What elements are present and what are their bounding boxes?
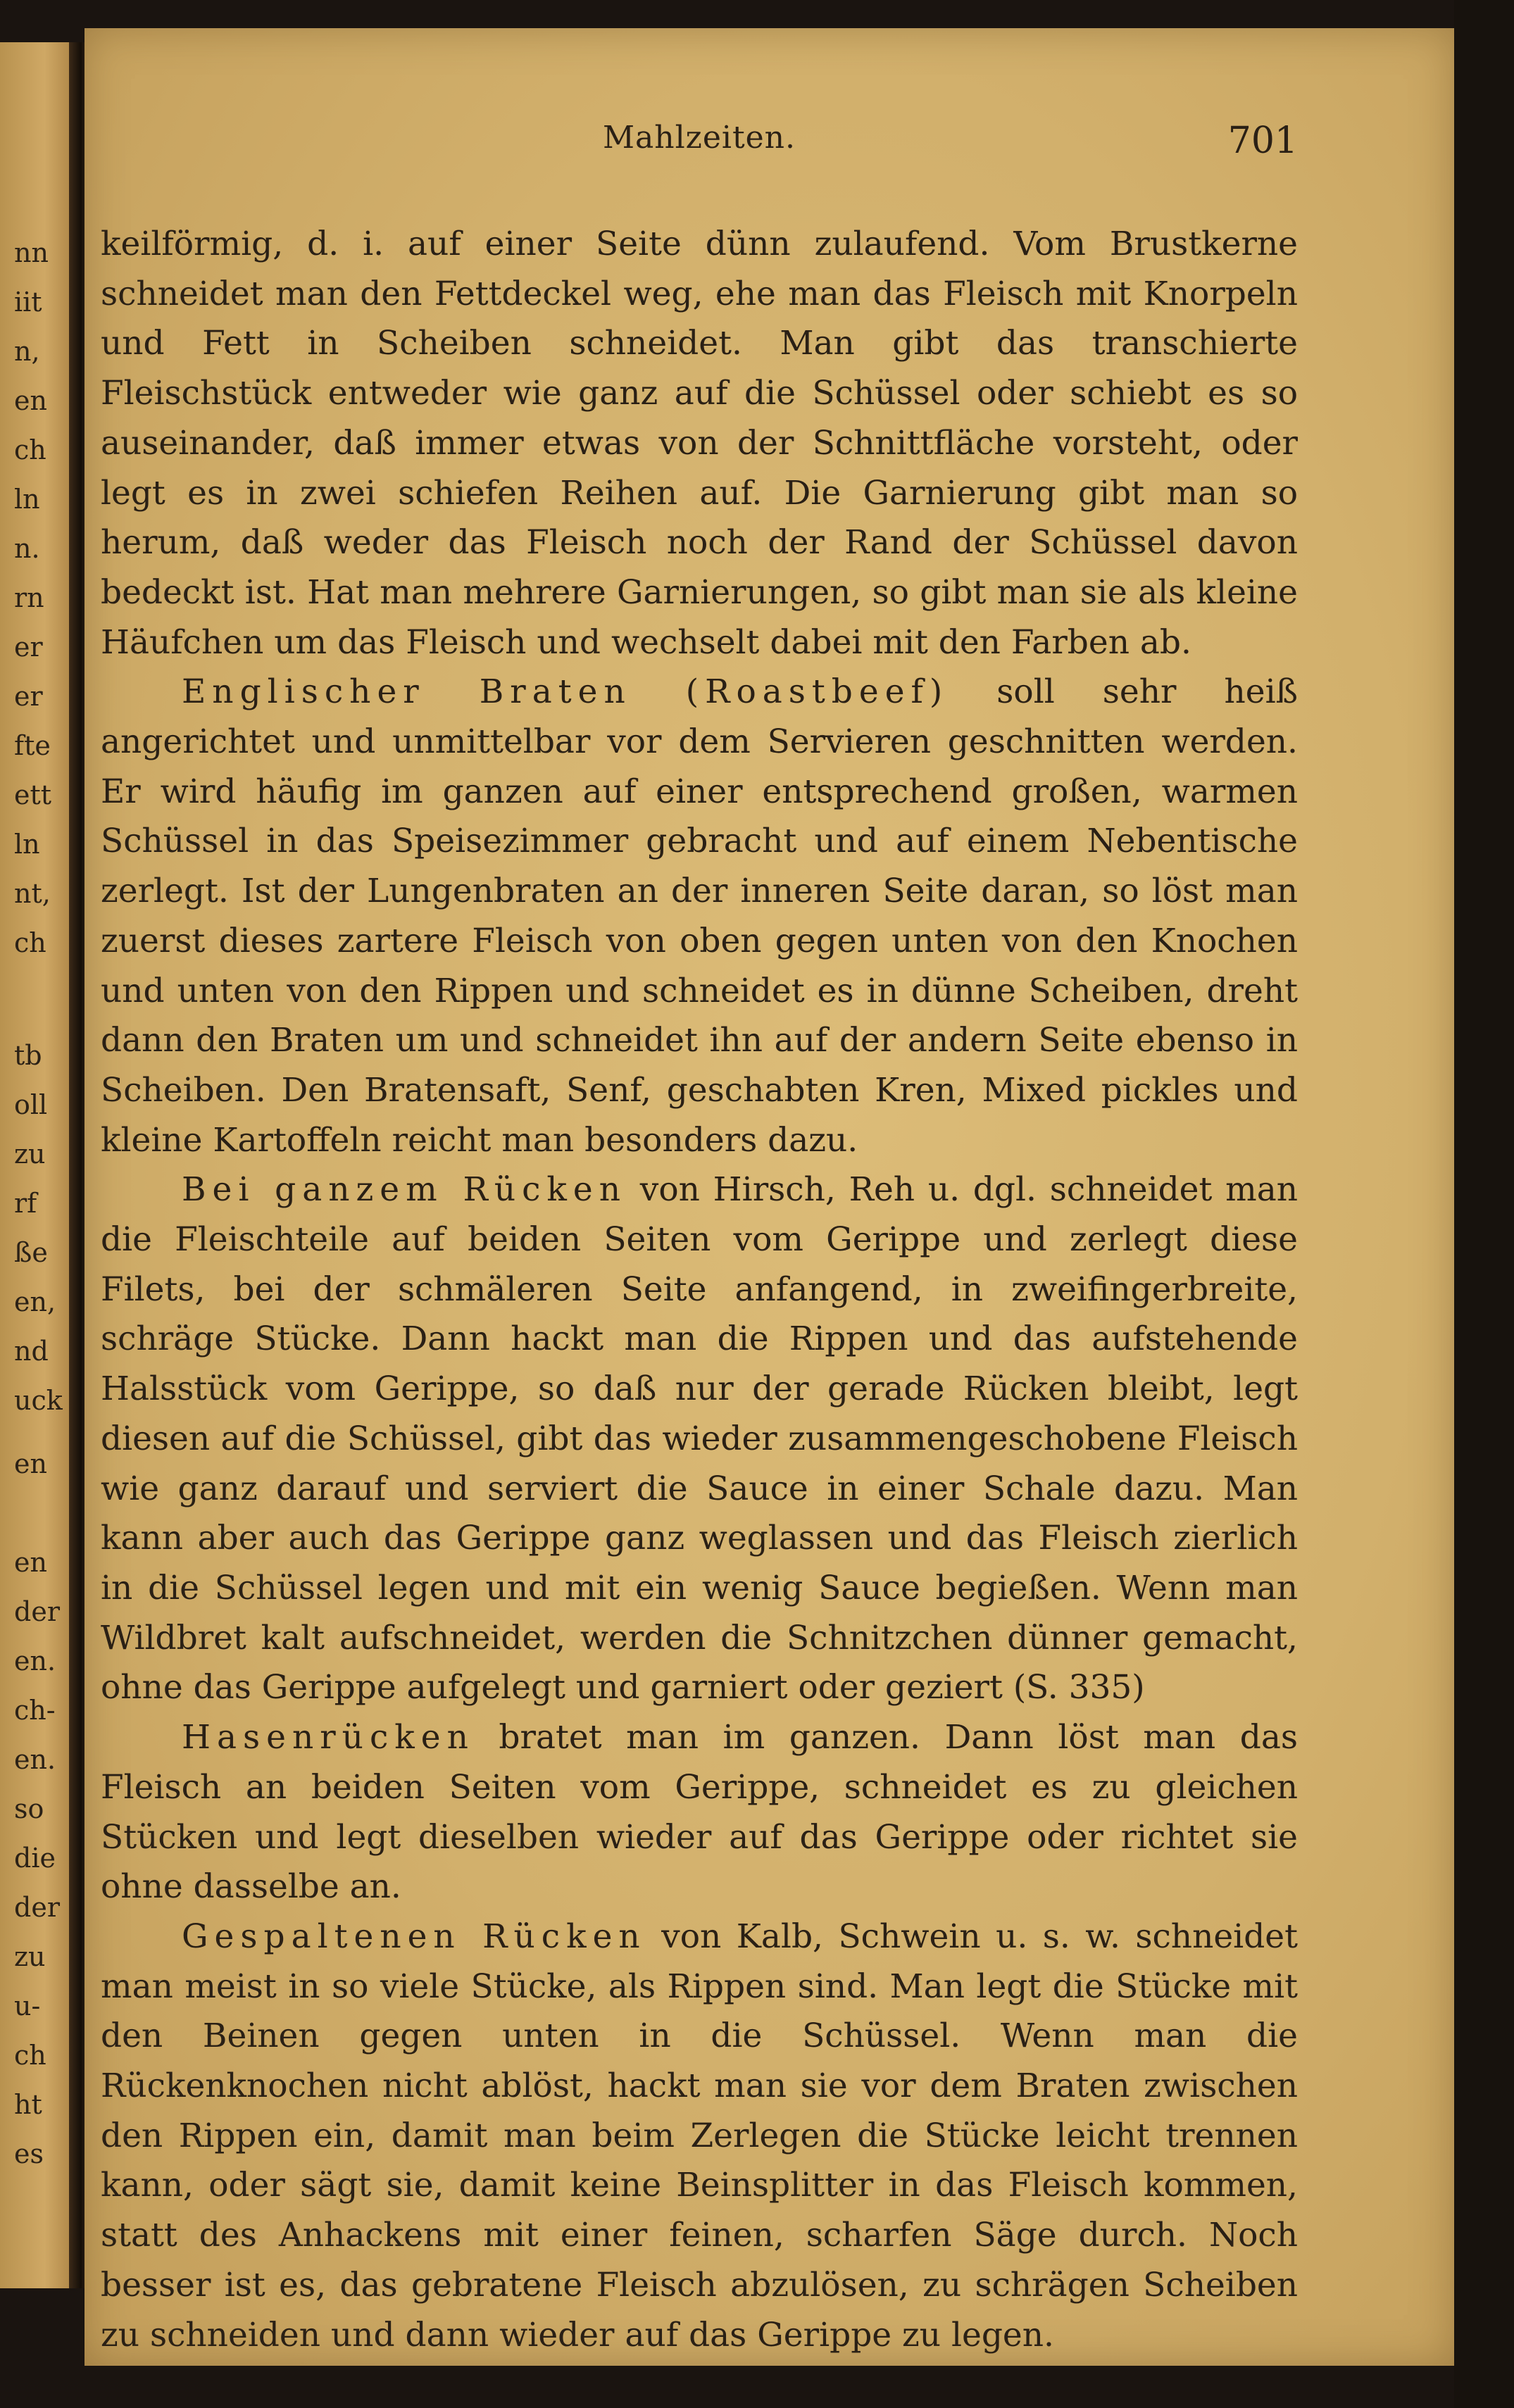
facing-page-fragment: en — [14, 387, 47, 414]
facing-page-fragment: ch — [14, 2042, 46, 2069]
facing-page-fragment: en. — [14, 1648, 56, 1674]
facing-page-fragment: en — [14, 1450, 47, 1477]
facing-page-fragment: der — [14, 1894, 60, 1921]
paragraph-text: soll sehr heiß angerichtet und unmittelbar vor dem Servieren geschnitten werden. Er wird häufig im ganzen auf einer entsprechend großen, warmen Schüssel in das Speisezimmer gebracht und auf einem Nebentische zerlegt. Ist der Lungenbraten an der inneren Seite daran, so löst man zuerst dieses zartere Fleisch von oben gegen unten von den Knochen und unten von den Rippen und schneidet es in dünne Scheiben, dreht dann den Braten um und schneidet ihn auf der andern Seite ebenso in Scheiben. Den Bratensaft, Senf, geschabten Kren, Mixed pickles und kleine Kartoffeln reicht man besonders dazu. — [101, 672, 1298, 1160]
body-text — [101, 220, 1298, 2360]
facing-page-fragment: nn — [14, 239, 49, 266]
facing-page-fragment: nt, — [14, 880, 51, 907]
facing-page-fragment: uck — [14, 1387, 63, 1414]
facing-page-fragment: ch — [14, 437, 46, 463]
facing-page-fragment: ße — [14, 1239, 48, 1266]
paragraph-text: von Hirsch, Reh u. dgl. schneidet man die Fleischteile auf beiden Seiten vom Gerippe und zerlegt diese Filets, bei der schmäleren Seite anfangend, in zweifingerbreite, schräge Stücke. Dann hackt man die Rippen und das aufstehende Halsstück vom Gerippe, so daß nur der gerade Rücken bleibt, legt diesen auf die Schüssel, gibt das wieder zusammengeschobene Fleisch wie ganz darauf und serviert die Sauce in einer Schale dazu. Man kann aber auch das Gerippe ganz weglassen und das Fleisch zierlich in die Schüssel legen und mit ein wenig Sauce begießen. Wenn man Wildbret kalt aufschneidet, werden die Schnitzchen dünner gemacht, ohne das Gerippe aufgelegt und garniert oder geziert (S. 335) — [101, 1170, 1298, 1707]
facing-page-fragment: en. — [14, 1746, 56, 1773]
paragraph — [101, 1713, 1298, 1912]
dark-background — [1454, 0, 1514, 2408]
paragraph — [101, 1912, 1298, 2360]
running-head: Mahlzeiten. — [602, 120, 796, 156]
facing-page-fragment: zu — [14, 1943, 46, 1970]
facing-page-fragment: er — [14, 634, 43, 660]
facing-page-fragment: tb — [14, 1042, 42, 1069]
facing-page-fragment: rf — [14, 1190, 37, 1217]
facing-page-fragment: en — [14, 1549, 47, 1576]
paragraph — [101, 667, 1298, 1165]
facing-page-fragment: iit — [14, 289, 42, 315]
facing-page-fragment: oll — [14, 1091, 48, 1118]
facing-page-fragment: ett — [14, 782, 52, 808]
facing-page-fragment: ht — [14, 2091, 42, 2118]
paragraph-lead: Bei ganzem Rücken — [182, 1170, 627, 1210]
facing-page-fragment: fte — [14, 732, 51, 759]
facing-page-fragment: n. — [14, 535, 40, 562]
facing-page-fragment: ch — [14, 929, 46, 956]
facing-page-fragment: ln — [14, 486, 40, 513]
facing-page-fragment: er — [14, 683, 43, 710]
paragraph-text: keilförmig, d. i. auf einer Seite dünn zulaufend. Vom Brustkerne schneidet man den Fettdeckel weg, ehe man das Fleisch mit Knorpeln und Fett in Scheiben schneidet. Man gibt das transchierte Fleischstück entweder wie ganz auf die Schüssel oder schiebt es so auseinander, daß immer etwas von der Schnittfläche vorsteht, oder legt es in zwei schiefen Reihen auf. Die Garnierung gibt man so herum, daß weder das Fleisch noch der Rand der Schüssel davon bedeckt ist. Hat man mehrere Garnierungen, so gibt man sie als kleine Häufchen um das Fleisch und wechselt dabei mit den Farben ab. — [101, 225, 1298, 662]
paragraph — [101, 220, 1298, 667]
facing-page-fragment: nd — [14, 1338, 49, 1365]
paragraph-text: von Kalb, Schwein u. s. w. schneidet man meist in so viele Stücke, als Rippen sind. Man legt die Stücke mit den Beinen gegen unten in die Schüssel. Wenn man die Rückenknochen nicht ablöst, hackt man sie vor dem Braten zwischen den Rippen ein, damit man beim Zerlegen die Stücke leicht trennen kann, oder sägt sie, damit keine Beinsplitter in das Fleisch kommen, statt des Anhackens mit einer feinen, scharfen Säge durch. Noch besser ist es, das gebratene Fleisch abzulösen, zu schrägen Scheiben zu schneiden und dann wieder auf das Gerippe zu legen. — [101, 1917, 1298, 2354]
paragraph-lead: Gespaltenen Rücken — [182, 1917, 646, 1956]
facing-page-fragment: n, — [14, 338, 40, 365]
paragraph-lead: Hasenrücken — [182, 1718, 475, 1757]
facing-page-fragment: so — [14, 1795, 44, 1822]
facing-page-fragment: ch- — [14, 1697, 56, 1724]
facing-page-fragment: ln — [14, 831, 40, 858]
paragraph-text: bratet man im ganzen. Dann löst man das Fleisch an beiden Seiten vom Gerippe, schneidet es zu gleichen Stücken und legt dieselben wieder auf das Gerippe oder richtet sie ohne dasselbe an. — [101, 1718, 1298, 1907]
facing-page-fragment: der — [14, 1598, 60, 1625]
paragraph — [101, 1165, 1298, 1713]
facing-page-fragment: rn — [14, 584, 44, 611]
facing-page-fragment: zu — [14, 1141, 46, 1167]
facing-page-fragment: u- — [14, 1993, 41, 2019]
page-header — [101, 120, 1298, 169]
paragraph-lead: Englischer Braten (Roastbeef) — [182, 672, 949, 712]
facing-page-fragment: en, — [14, 1288, 56, 1315]
facing-page-fragment: die — [14, 1845, 56, 1871]
facing-page-fragment: es — [14, 2140, 44, 2167]
page-number: 701 — [1227, 120, 1298, 162]
